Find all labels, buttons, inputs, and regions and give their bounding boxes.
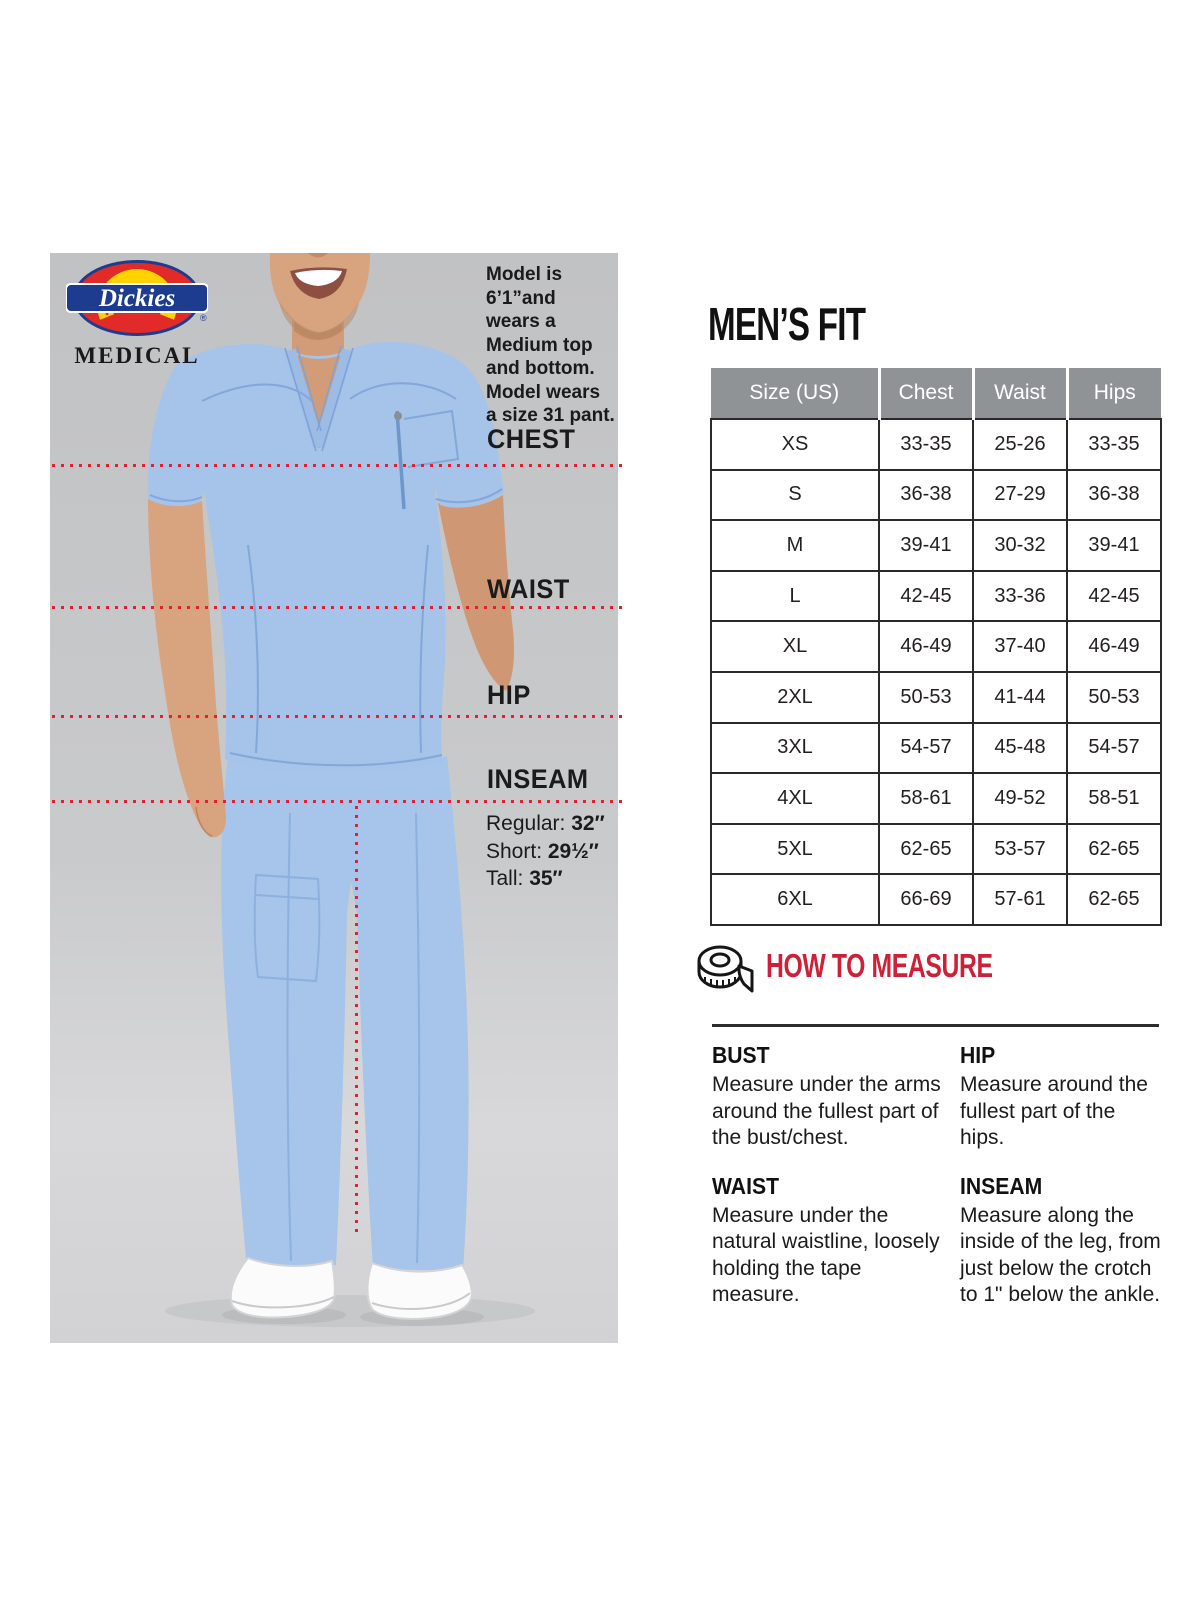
measure-item-bust [712,1042,950,1152]
measure-column-left [712,1042,950,1330]
section-divider [712,1024,1159,1027]
hips-cell: 36-38 [1067,470,1161,521]
inseam-dotted-line [52,800,625,803]
waist-cell: 27-29 [973,470,1067,521]
model-note [486,263,620,428]
size-cell: 6XL [711,874,879,925]
waist-cell: 53-57 [973,824,1067,875]
table-row [711,470,1161,521]
hips-cell: 46-49 [1067,621,1161,672]
hips-cell: 50-53 [1067,672,1161,723]
size-cell: 4XL [711,773,879,824]
measure-item-waist [712,1173,950,1309]
measure-item-text: Measure around the fullest part of the hips. [960,1073,1148,1149]
hips-cell: 42-45 [1067,571,1161,622]
column-header-size: Size (US) [711,368,879,419]
chest-cell: 58-61 [879,773,973,824]
hips-cell: 58-51 [1067,773,1161,824]
tape-measure-icon [694,944,758,1003]
waist-dotted-line [52,606,625,609]
waist-cell: 33-36 [973,571,1067,622]
waist-cell: 57-61 [973,874,1067,925]
measure-column-right [960,1042,1165,1330]
dickies-logo [66,257,208,343]
logo-wordmark: Dickies [98,285,176,312]
hips-cell: 39-41 [1067,520,1161,571]
column-header-waist: Waist [973,368,1067,419]
chest-cell: 54-57 [879,723,973,774]
chest-cell: 33-35 [879,419,973,470]
waist-cell: 45-48 [973,723,1067,774]
chest-cell: 36-38 [879,470,973,521]
table-row [711,621,1161,672]
measure-item-text: Measure under the arms around the fullest part of the bust/chest. [712,1073,941,1149]
size-cell: S [711,470,879,521]
waist-cell: 30-32 [973,520,1067,571]
chest-cell: 62-65 [879,824,973,875]
table-row [711,419,1161,470]
size-table [710,368,1162,926]
measure-item-hip [960,1042,1165,1152]
measure-item-label: WAIST [712,1172,780,1199]
size-cell: 3XL [711,723,879,774]
registered-mark: ® [200,313,207,323]
chest-cell: 39-41 [879,520,973,571]
chest-cell: 66-69 [879,874,973,925]
waist-cell: 37-40 [973,621,1067,672]
chest-cell: 42-45 [879,571,973,622]
table-row [711,824,1161,875]
measure-item-label: INSEAM [960,1172,1043,1199]
inseam-option-short: Short: 29½″ [486,839,599,863]
inseam-option-tall: Tall: 35″ [486,867,563,890]
size-table-header-row [711,368,1161,419]
hips-cell: 62-65 [1067,824,1161,875]
size-cell: 5XL [711,824,879,875]
size-cell: 2XL [711,672,879,723]
model-note-line: Model is [486,264,563,285]
chest-dotted-line [52,464,625,467]
hips-cell: 62-65 [1067,874,1161,925]
measure-item-text: Measure along the inside of the leg, from just below the crotch to 1" below the ankle. [960,1203,1161,1306]
medical-sub-brand: MEDICAL [74,343,200,368]
table-row [711,571,1161,622]
how-to-measure-title: HOW TO MEASURE [766,947,993,984]
model-note-line: 6’1”and [486,287,556,309]
page-title: MEN’S FIT [708,298,866,350]
chest-label: CHEST [487,424,576,454]
inseam-option-regular: Regular: 32″ [486,812,605,835]
measure-item-label: BUST [712,1042,770,1068]
column-header-hips: Hips [1067,368,1161,419]
measure-item-inseam [960,1173,1165,1309]
table-row [711,672,1161,723]
inseam-vertical-dotted-line [355,806,358,1234]
measure-item-text: Measure under the natural waistline, loosely holding the tape measure. [712,1203,940,1306]
chest-cell: 46-49 [879,621,973,672]
hip-label: HIP [487,680,531,710]
inseam-label: INSEAM [487,764,589,794]
model-note-line: a size 31 pant. [486,405,615,426]
size-cell: XL [711,621,879,672]
model-note-line: and bottom. [486,358,595,379]
table-row [711,874,1161,925]
model-note-line: Model wears [486,381,601,403]
table-row [711,723,1161,774]
table-row [711,520,1161,571]
waist-label: WAIST [487,574,570,604]
size-cell: XS [711,419,879,470]
waist-cell: 49-52 [973,773,1067,824]
hip-dotted-line [52,715,625,718]
measure-item-label: HIP [960,1042,996,1068]
chest-cell: 50-53 [879,672,973,723]
hips-cell: 33-35 [1067,419,1161,470]
waist-cell: 41-44 [973,672,1067,723]
model-note-line: Medium top [486,334,593,356]
model-note-line: wears a [486,311,556,332]
size-cell: M [711,520,879,571]
column-header-chest: Chest [879,368,973,419]
size-cell: L [711,571,879,622]
table-row [711,773,1161,824]
waist-cell: 25-26 [973,419,1067,470]
hips-cell: 54-57 [1067,723,1161,774]
inseam-options [486,810,605,893]
